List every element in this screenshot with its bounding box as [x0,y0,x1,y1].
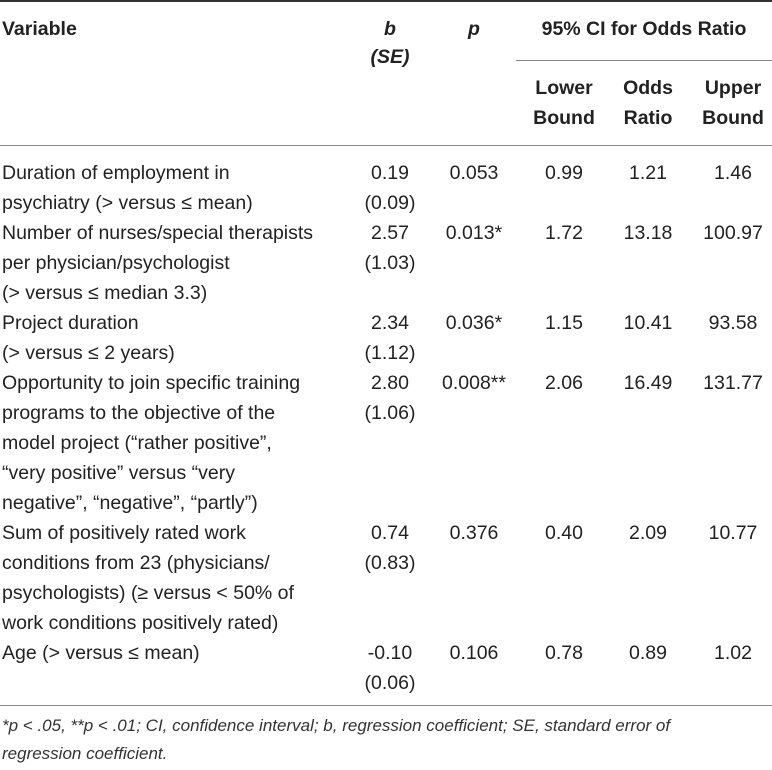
table-footnote [2,712,770,768]
row6-b: -0.10 [367,642,413,664]
row4-variable-line: programs to the objective of the [2,402,276,424]
header-ci-group: 95% CI for Odds Ratio [541,18,747,40]
row3-p: 0.036* [445,312,503,334]
header-lower-1: Lower [535,77,593,99]
row3-variable-line: Project duration [2,312,139,334]
row3-variable-line: (> versus ≤ 2 years) [2,342,175,364]
row3-odds: 10.41 [623,312,673,334]
row6-odds: 0.89 [629,642,667,664]
row3-upper: 93.58 [708,312,758,334]
row5-variable-line: psychologists) (≥ versus < 50% of [2,582,294,604]
row3-b: 2.34 [371,312,409,334]
header-b: b [384,18,396,40]
row4-b: 2.80 [371,372,409,394]
header-odds-2: Ratio [623,107,673,129]
row1-se: (0.09) [364,192,416,214]
table-row [2,218,347,308]
row1-lower: 0.99 [545,162,583,184]
row2-variable-line: per physician/psychologist [2,252,230,274]
row4-se: (1.06) [364,402,416,424]
row5-b: 0.74 [371,522,409,544]
header-p: p [468,18,480,40]
table-bottom-rule [0,705,772,706]
header-se: (SE) [370,46,410,68]
ci-group-rule [516,60,772,61]
row6-p: 0.106 [449,642,499,664]
row2-se: (1.03) [364,252,416,274]
table-row [2,518,347,638]
row2-lower: 1.72 [545,222,583,244]
table-row [2,368,347,518]
table-top-rule [0,0,772,2]
row3-lower: 1.15 [545,312,583,334]
row1-upper: 1.46 [714,162,752,184]
row4-variable-line: Opportunity to join specific training [2,372,301,394]
row4-odds: 16.49 [623,372,673,394]
footnote-line: regression coefficient. [2,744,168,763]
footnote-line: *p < .05, **p < .01; CI, confidence interval; b, regression coefficient; SE, standard error of [2,716,671,735]
row1-p: 0.053 [449,162,499,184]
header-upper-2: Bound [702,107,764,129]
row2-p: 0.013* [445,222,503,244]
row6-upper: 1.02 [714,642,752,664]
row5-variable-line: conditions from 23 (physicians/ [2,552,270,574]
row1-variable-line: Duration of employment in [2,162,230,184]
header-upper-1: Upper [704,77,762,99]
row5-odds: 2.09 [629,522,667,544]
row2-b: 2.57 [371,222,409,244]
table-row [2,638,347,668]
row4-variable-line: “very positive” versus “very [2,462,235,484]
row5-upper: 10.77 [708,522,758,544]
row4-lower: 2.06 [545,372,583,394]
row1-b: 0.19 [371,162,409,184]
row2-variable-line: Number of nurses/special therapists [2,222,314,244]
row5-variable-line: work conditions positively rated) [2,612,279,634]
row6-se: (0.06) [364,672,416,694]
row2-variable-line: (> versus ≤ median 3.3) [2,282,208,304]
row5-se: (0.83) [364,552,416,574]
row1-variable-line: psychiatry (> versus ≤ mean) [2,192,253,214]
row6-lower: 0.78 [545,642,583,664]
row6-variable-line: Age (> versus ≤ mean) [2,642,200,664]
row4-variable-line: negative”, “negative”, “partly”) [2,492,258,514]
row4-p: 0.008** [442,372,506,394]
header-odds-1: Odds [623,77,673,99]
row5-p: 0.376 [449,522,499,544]
header-variable: Variable [2,18,77,40]
row2-upper: 100.97 [703,222,763,244]
table-row [2,158,347,218]
row4-variable-line: model project (“rather positive”, [2,432,272,454]
row2-odds: 13.18 [623,222,673,244]
row5-lower: 0.40 [545,522,583,544]
row1-odds: 1.21 [629,162,667,184]
header-bottom-rule [0,145,772,146]
header-lower-2: Bound [533,107,595,129]
row5-variable-line: Sum of positively rated work [2,522,246,544]
table-row [2,308,347,368]
row4-upper: 131.77 [703,372,763,394]
row3-se: (1.12) [364,342,416,364]
